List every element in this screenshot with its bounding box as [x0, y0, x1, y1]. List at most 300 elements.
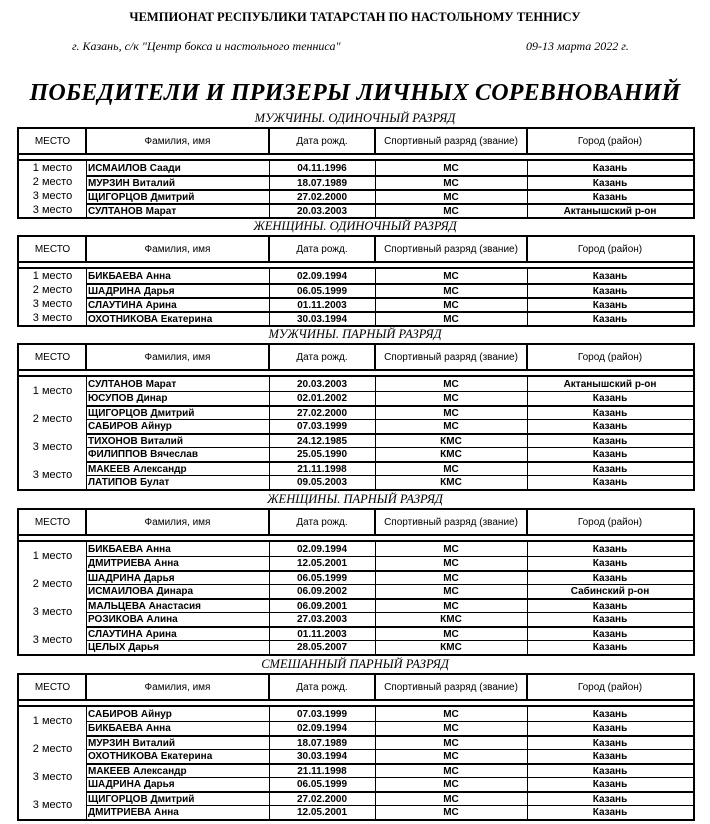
column-header-rank: Спортивный разряд (звание)	[384, 681, 518, 693]
column-divider	[526, 129, 528, 153]
place-group	[19, 189, 693, 203]
column-divider	[526, 510, 528, 534]
page-title: ПОБЕДИТЕЛИ И ПРИЗЕРЫ ЛИЧНЫХ СОРЕВНОВАНИЙ	[29, 80, 681, 106]
birth-date: 18.07.1989	[296, 737, 348, 749]
column-header-name: Фамилия, имя	[144, 351, 211, 363]
column-divider	[269, 284, 270, 298]
column-divider	[269, 764, 270, 778]
city: Казань	[592, 708, 628, 720]
column-divider	[527, 706, 528, 722]
place-group	[19, 735, 693, 763]
sport-rank: МС	[443, 162, 459, 174]
column-divider	[375, 298, 376, 312]
player-name: ЩИГОРЦОВ Дмитрий	[88, 191, 195, 203]
city: Казань	[592, 421, 628, 432]
city: Казань	[592, 162, 628, 174]
table-body	[19, 267, 693, 325]
city: Казань	[592, 765, 628, 777]
birth-date: 27.02.2000	[296, 407, 348, 419]
sport-rank: МС	[443, 779, 459, 790]
birth-date: 30.03.1994	[296, 313, 348, 325]
city: Казань	[592, 723, 628, 734]
column-divider	[375, 447, 376, 462]
sport-rank: КМС	[440, 449, 462, 460]
player-name: САБИРОВ Айнур	[88, 708, 172, 720]
column-divider	[269, 584, 270, 599]
column-divider	[269, 462, 270, 476]
column-divider	[375, 805, 376, 820]
city: Актанышский р-он	[563, 205, 657, 217]
column-header-name: Фамилия, имя	[144, 516, 211, 528]
column-divider	[375, 312, 376, 326]
section-title: МУЖЧИНЫ. ПАРНЫЙ РАЗРЯД	[268, 327, 442, 341]
birth-date: 20.03.2003	[296, 378, 348, 390]
place-group	[19, 598, 693, 626]
sport-rank: МС	[443, 299, 459, 311]
table-row	[19, 542, 693, 556]
place-label: 3 место	[19, 189, 86, 203]
table-header	[19, 345, 693, 371]
column-header-rank: Спортивный разряд (звание)	[384, 243, 518, 255]
table-row	[19, 175, 693, 189]
table-row	[19, 203, 693, 217]
table-row	[19, 311, 693, 325]
sport-rank: МС	[443, 807, 459, 818]
place-group	[19, 377, 693, 405]
column-header-dob: Дата рожд.	[296, 135, 348, 147]
place-group	[19, 791, 693, 819]
column-divider	[269, 612, 270, 627]
column-divider	[527, 406, 528, 420]
column-divider	[527, 541, 528, 557]
place-group	[19, 542, 693, 570]
player-name: ИСМАИЛОВ Саади	[88, 162, 181, 174]
venue-location: г. Казань, с/к "Центр бокса и настольного тенниса"	[72, 39, 341, 53]
place-group	[19, 311, 693, 325]
column-divider	[269, 736, 270, 750]
birth-date: 02.09.1994	[296, 723, 348, 734]
player-name: ШАДРИНА Дарья	[88, 285, 175, 297]
sport-rank: МС	[443, 708, 459, 720]
column-divider	[375, 419, 376, 434]
place-label: 3 место	[19, 433, 86, 461]
player-name: РОЗИКОВА Алина	[88, 614, 178, 625]
column-divider	[527, 749, 528, 764]
column-header-name: Фамилия, имя	[144, 681, 211, 693]
table-row	[19, 161, 693, 175]
column-header-dob: Дата рожд.	[296, 516, 348, 528]
birth-date: 25.05.1990	[296, 449, 348, 460]
table-header	[19, 675, 693, 701]
city: Казань	[592, 477, 628, 488]
column-divider	[527, 627, 528, 641]
column-divider	[269, 406, 270, 420]
championship-title: ЧЕМПИОНАТ РЕСПУБЛИКИ ТАТАРСТАН ПО НАСТОЛЬНОМУ ТЕННИСУ	[129, 10, 581, 24]
player-name: СЛАУТИНА Арина	[88, 299, 177, 311]
column-divider	[527, 160, 528, 176]
table-row	[19, 777, 693, 791]
column-divider	[375, 706, 376, 722]
place-group	[19, 461, 693, 489]
column-divider	[85, 129, 87, 153]
column-divider	[374, 510, 376, 534]
column-divider	[269, 391, 270, 406]
place-group	[19, 203, 693, 217]
results-table	[17, 673, 695, 821]
column-divider	[375, 584, 376, 599]
city: Казань	[592, 313, 628, 325]
sport-rank: МС	[443, 463, 459, 475]
city: Казань	[592, 299, 628, 311]
sport-rank: МС	[443, 177, 459, 189]
birth-date: 06.05.1999	[296, 779, 348, 790]
table-row	[19, 735, 693, 749]
city: Казань	[592, 191, 628, 203]
column-divider	[269, 447, 270, 462]
birth-date: 27.03.2003	[296, 614, 348, 625]
place-group	[19, 297, 693, 311]
column-divider	[527, 612, 528, 627]
column-divider	[527, 434, 528, 448]
column-divider	[85, 510, 87, 534]
column-divider	[526, 345, 528, 369]
city: Казань	[592, 807, 628, 818]
table-row	[19, 570, 693, 584]
column-divider	[268, 237, 270, 261]
city: Казань	[592, 463, 628, 475]
city: Казань	[592, 393, 628, 404]
table-body	[19, 375, 693, 489]
city: Казань	[592, 642, 628, 653]
column-divider	[375, 640, 376, 655]
place-label: 3 место	[19, 791, 86, 819]
place-group	[19, 763, 693, 791]
sport-rank: КМС	[440, 477, 462, 488]
birth-date: 02.09.1994	[296, 543, 348, 555]
column-divider	[268, 675, 270, 699]
birth-date: 02.09.1994	[296, 270, 348, 282]
place-label: 3 место	[19, 626, 86, 654]
city: Казань	[592, 543, 628, 555]
column-header-place: МЕСТО	[34, 243, 71, 255]
column-divider	[269, 627, 270, 641]
column-divider	[375, 204, 376, 218]
place-label: 2 место	[19, 405, 86, 433]
place-group	[19, 707, 693, 735]
city: Казань	[592, 270, 628, 282]
player-name: СЛАУТИНА Арина	[88, 628, 177, 640]
column-divider	[85, 237, 87, 261]
column-divider	[374, 237, 376, 261]
table-row	[19, 626, 693, 640]
birth-date: 12.05.2001	[296, 807, 348, 818]
birth-date: 27.02.2000	[296, 793, 348, 805]
sport-rank: МС	[443, 421, 459, 432]
column-divider	[374, 675, 376, 699]
table-row	[19, 707, 693, 721]
section-title: ЖЕНЩИНЫ. ПАРНЫЙ РАЗРЯД	[267, 492, 443, 506]
sport-rank: МС	[443, 572, 459, 584]
column-divider	[527, 312, 528, 326]
table-header	[19, 129, 693, 155]
column-header-dob: Дата рожд.	[296, 351, 348, 363]
sport-rank: МС	[443, 737, 459, 749]
player-name: СУЛТАНОВ Марат	[88, 378, 177, 390]
column-divider	[526, 237, 528, 261]
column-divider	[375, 284, 376, 298]
column-divider	[268, 129, 270, 153]
table-row	[19, 447, 693, 461]
column-header-place: МЕСТО	[34, 516, 71, 528]
place-group	[19, 433, 693, 461]
birth-date: 06.09.2001	[296, 600, 348, 612]
sport-rank: КМС	[440, 435, 462, 447]
sport-rank: МС	[443, 765, 459, 777]
results-table	[17, 343, 695, 491]
column-header-rank: Спортивный разряд (звание)	[384, 351, 518, 363]
column-divider	[526, 675, 528, 699]
sport-rank: МС	[443, 723, 459, 734]
column-divider	[375, 792, 376, 806]
table-row	[19, 419, 693, 433]
birth-date: 06.05.1999	[296, 572, 348, 584]
column-divider	[269, 721, 270, 736]
player-name: ЮСУПОВ Динар	[88, 393, 168, 404]
event-dates: 09-13 марта 2022 г.	[526, 39, 629, 53]
sport-rank: МС	[443, 751, 459, 762]
player-name: ФИЛИППОВ Вячеслав	[88, 449, 198, 460]
column-header-place: МЕСТО	[34, 681, 71, 693]
player-name: СУЛТАНОВ Марат	[88, 205, 177, 217]
player-name: САБИРОВ Айнур	[88, 421, 172, 432]
sport-rank: МС	[443, 313, 459, 325]
column-header-city: Город (район)	[577, 135, 643, 147]
column-header-city: Город (район)	[577, 351, 643, 363]
sport-rank: КМС	[440, 642, 462, 653]
player-name: ЩИГОРЦОВ Дмитрий	[88, 793, 195, 805]
birth-date: 21.11.1998	[297, 765, 347, 777]
column-divider	[527, 376, 528, 392]
column-divider	[375, 268, 376, 284]
sport-rank: МС	[443, 205, 459, 217]
player-name: ЛАТИПОВ Булат	[88, 477, 170, 488]
place-group	[19, 570, 693, 598]
column-divider	[527, 391, 528, 406]
place-label: 2 место	[19, 570, 86, 598]
column-divider	[269, 640, 270, 655]
sport-rank: МС	[443, 793, 459, 805]
player-name: ШАДРИНА Дарья	[88, 572, 175, 584]
birth-date: 02.01.2002	[296, 393, 348, 404]
birth-date: 06.05.1999	[296, 285, 348, 297]
column-divider	[375, 749, 376, 764]
column-divider	[374, 129, 376, 153]
sport-rank: МС	[443, 407, 459, 419]
player-name: ДМИТРИЕВА Анна	[88, 558, 179, 569]
birth-date: 20.03.2003	[296, 205, 348, 217]
column-divider	[269, 571, 270, 585]
city: Казань	[592, 628, 628, 640]
column-divider	[527, 268, 528, 284]
column-divider	[269, 312, 270, 326]
column-divider	[527, 721, 528, 736]
place-group	[19, 161, 693, 175]
column-divider	[375, 190, 376, 204]
column-divider	[269, 298, 270, 312]
column-header-place: МЕСТО	[34, 135, 71, 147]
place-label: 3 место	[19, 598, 86, 626]
city: Казань	[592, 435, 628, 447]
column-divider	[269, 204, 270, 218]
sport-rank: МС	[443, 628, 459, 640]
column-divider	[375, 160, 376, 176]
column-divider	[527, 777, 528, 792]
column-divider	[269, 599, 270, 613]
table-body	[19, 159, 693, 217]
sport-rank: МС	[443, 586, 459, 597]
city: Актанышский р-он	[563, 378, 657, 390]
city: Казань	[592, 600, 628, 612]
column-divider	[375, 475, 376, 490]
place-label: 1 место	[19, 707, 86, 735]
column-divider	[268, 510, 270, 534]
table-body	[19, 705, 693, 819]
table-row	[19, 721, 693, 735]
column-divider	[527, 204, 528, 218]
table-row	[19, 749, 693, 763]
table-row	[19, 598, 693, 612]
column-divider	[527, 599, 528, 613]
player-name: ТИХОНОВ Виталий	[88, 435, 183, 447]
column-divider	[375, 571, 376, 585]
table-row	[19, 612, 693, 626]
player-name: ЩИГОРЦОВ Дмитрий	[88, 407, 195, 419]
column-header-city: Город (район)	[577, 681, 643, 693]
player-name: МАКЕЕВ Александр	[88, 463, 187, 475]
results-table	[17, 508, 695, 656]
column-divider	[85, 675, 87, 699]
column-divider	[375, 777, 376, 792]
column-divider	[375, 612, 376, 627]
sport-rank: МС	[443, 270, 459, 282]
sport-rank: МС	[443, 191, 459, 203]
column-divider	[269, 556, 270, 571]
player-name: БИКБАЕВА Анна	[88, 543, 171, 555]
city: Казань	[592, 751, 628, 762]
column-divider	[527, 764, 528, 778]
sport-rank: МС	[443, 285, 459, 297]
section-title: СМЕШАННЫЙ ПАРНЫЙ РАЗРЯД	[261, 657, 449, 671]
column-divider	[527, 190, 528, 204]
city: Казань	[592, 572, 628, 584]
table-row	[19, 640, 693, 654]
place-group	[19, 175, 693, 189]
city: Казань	[592, 558, 628, 569]
sport-rank: МС	[443, 600, 459, 612]
place-label: 3 место	[19, 297, 86, 311]
birth-date: 07.03.1999	[296, 708, 348, 720]
table-row	[19, 584, 693, 598]
birth-date: 21.11.1998	[297, 463, 347, 475]
column-divider	[375, 764, 376, 778]
column-divider	[527, 447, 528, 462]
city: Казань	[592, 449, 628, 460]
section-title: ЖЕНЩИНЫ. ОДИНОЧНЫЙ РАЗРЯД	[253, 219, 457, 233]
column-divider	[269, 176, 270, 190]
city: Казань	[592, 737, 628, 749]
column-divider	[269, 160, 270, 176]
table-row	[19, 405, 693, 419]
place-label: 2 место	[19, 175, 86, 189]
place-label: 1 место	[19, 377, 86, 405]
column-divider	[268, 345, 270, 369]
birth-date: 12.05.2001	[296, 558, 348, 569]
table-header	[19, 510, 693, 536]
city: Сабинский р-он	[570, 586, 650, 597]
column-divider	[269, 268, 270, 284]
place-label: 2 место	[19, 735, 86, 763]
column-divider	[269, 777, 270, 792]
section-title: МУЖЧИНЫ. ОДИНОЧНЫЙ РАЗРЯД	[254, 111, 456, 125]
sport-rank: МС	[443, 558, 459, 569]
birth-date: 01.11.2003	[297, 299, 347, 311]
player-name: ДМИТРИЕВА Анна	[88, 807, 179, 818]
column-divider	[375, 391, 376, 406]
player-name: МАКЕЕВ Александр	[88, 765, 187, 777]
sport-rank: МС	[443, 378, 459, 390]
table-row	[19, 269, 693, 283]
city: Казань	[592, 407, 628, 419]
table-body	[19, 540, 693, 654]
birth-date: 30.03.1994	[296, 751, 348, 762]
birth-date: 06.09.2002	[296, 586, 348, 597]
table-row	[19, 791, 693, 805]
column-header-rank: Спортивный разряд (звание)	[384, 135, 518, 147]
column-divider	[269, 190, 270, 204]
column-header-place: МЕСТО	[34, 351, 71, 363]
city: Казань	[592, 793, 628, 805]
birth-date: 18.07.1989	[296, 177, 348, 189]
player-name: ОХОТНИКОВА Екатерина	[88, 751, 213, 762]
column-divider	[375, 556, 376, 571]
column-divider	[527, 176, 528, 190]
column-divider	[269, 376, 270, 392]
column-divider	[269, 541, 270, 557]
column-divider	[375, 627, 376, 641]
player-name: ЦЕЛЫХ Дарья	[88, 642, 160, 653]
column-header-name: Фамилия, имя	[144, 135, 211, 147]
column-divider	[527, 792, 528, 806]
column-header-city: Город (район)	[577, 243, 643, 255]
table-row	[19, 475, 693, 489]
column-divider	[527, 736, 528, 750]
player-name: МУРЗИН Виталий	[88, 737, 176, 749]
place-label: 1 место	[19, 542, 86, 570]
column-divider	[374, 345, 376, 369]
column-divider	[375, 736, 376, 750]
city: Казань	[592, 285, 628, 297]
city: Казань	[592, 177, 628, 189]
birth-date: 04.11.1996	[297, 162, 347, 174]
place-group	[19, 283, 693, 297]
player-name: ИСМАИЛОВА Динара	[88, 586, 194, 597]
table-row	[19, 377, 693, 391]
birth-date: 27.02.2000	[296, 191, 348, 203]
birth-date: 09.05.2003	[296, 477, 348, 488]
column-divider	[527, 640, 528, 655]
place-label: 3 место	[19, 203, 86, 217]
table-row	[19, 433, 693, 447]
